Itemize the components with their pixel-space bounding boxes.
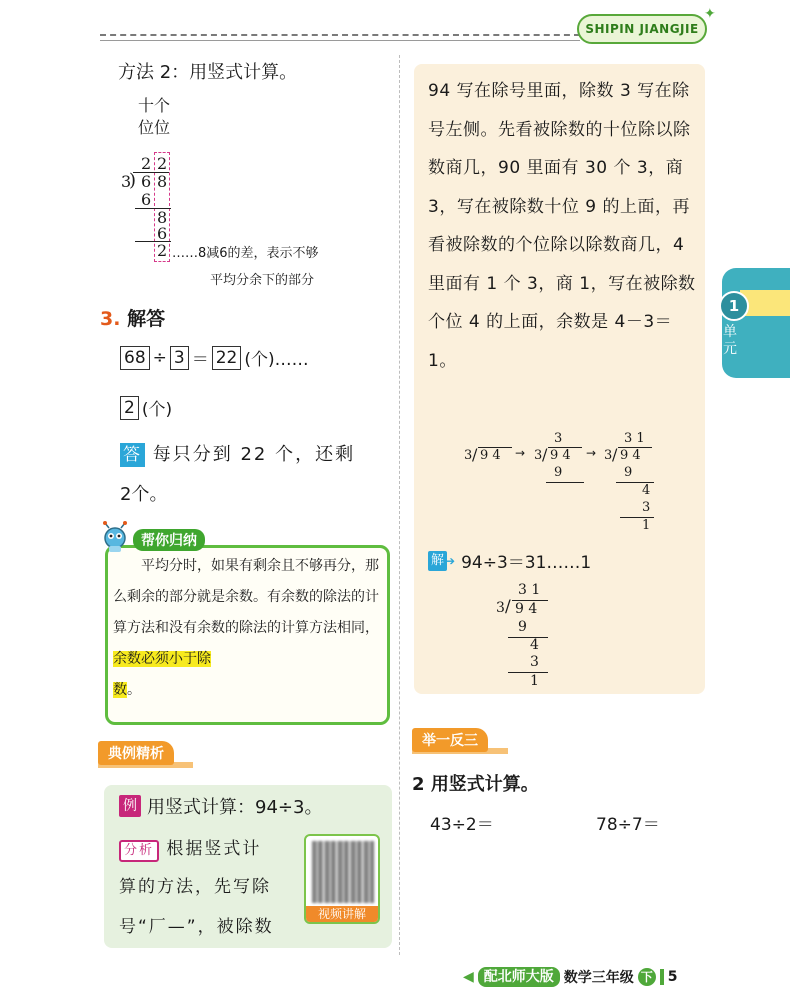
solution-tag: 解	[428, 551, 447, 571]
analysis-line-2: 算的方法，先写除	[119, 877, 271, 897]
answer-tag: 答	[120, 443, 145, 467]
solution-row	[428, 548, 591, 573]
analysis-line-1	[119, 834, 261, 862]
quotient-ones: 2	[157, 154, 168, 173]
arrow-icon-2: →	[586, 446, 597, 460]
footer-arrow-icon: ◀	[463, 969, 474, 985]
section-banner-examples: 典例精析	[98, 741, 174, 765]
quotient-tens: 2	[141, 154, 152, 173]
step2-subtract: 9	[554, 465, 563, 480]
step1-divisor: 3	[464, 448, 473, 463]
section-number: 3.	[100, 308, 121, 330]
step2-dividend: 9 4	[550, 448, 571, 463]
step3-quotient: 3 1	[624, 431, 645, 446]
remainder-note-1: ……8减6的差，表示不够	[172, 246, 319, 261]
eq-box-dividend: 68	[120, 346, 150, 370]
step3-remainder: 1	[642, 518, 651, 533]
step2-bracket: /	[542, 445, 548, 464]
step2-divisor: 3	[534, 448, 543, 463]
analysis-line-3: 号“厂—”，被除数	[119, 917, 274, 937]
step2-rule	[546, 482, 584, 483]
header-dash-line	[100, 34, 580, 36]
unit-label: 单元	[723, 324, 737, 357]
answer-line-1	[120, 440, 355, 467]
analysis-text-1: 根据竖式计	[166, 839, 262, 859]
section-title: 解答	[127, 308, 166, 330]
sol-quotient: 3 1	[518, 582, 541, 598]
step2-quotient: 3	[554, 431, 563, 446]
video-lecture-label[interactable]: 视频讲解	[306, 906, 378, 922]
exercise-2: 78÷7＝	[596, 815, 660, 835]
question-title: 用竖式计算。	[430, 774, 539, 795]
question-2-heading	[412, 770, 539, 796]
example-question-row	[119, 793, 322, 819]
robot-mascot-icon	[98, 520, 132, 554]
eq-op-divide: ÷	[152, 347, 167, 368]
step1-dividend: 9 4	[480, 448, 501, 463]
footer-publisher: 配北师大版	[478, 967, 560, 987]
arrow-icon: →	[515, 446, 526, 460]
step3-bring-down: 4	[642, 483, 651, 498]
eq-box-remainder: 2	[120, 396, 139, 420]
dividend-ones: 8	[157, 172, 168, 191]
summary-title: 帮你归纳	[133, 529, 205, 551]
sol-dividend: 9 4	[515, 601, 538, 617]
eq-equals: ＝	[191, 350, 209, 370]
sol-rule-2	[508, 672, 548, 673]
analysis-tag: 分析	[119, 840, 159, 862]
page-footer	[463, 967, 678, 987]
sol-subtract-2: 3	[530, 654, 539, 670]
method2-heading: 方法 2：用竖式计算。	[118, 62, 298, 83]
step3-dividend: 9 4	[620, 448, 641, 463]
summary-text	[113, 551, 385, 706]
sol-divisor: 3	[496, 600, 505, 616]
brand-logo	[577, 14, 707, 44]
step3-divisor: 3	[604, 448, 613, 463]
equation-row	[120, 345, 309, 370]
answer-text-1: 每只分到 22 个，还剩	[152, 444, 356, 465]
explanation-text: 94 写在除号里面，除数 3 写在除号左侧。先看被除数的十位除以除数商几，90 里面有 30 个 3，商 3，写在被除数十位 9 的上面，再看被除数的个位除以除数商几，4 里面有 1 个 3，商 1，写在被除数个位 4 的上面，余数是 4－3＝1。	[428, 81, 696, 371]
header-rule	[100, 40, 580, 41]
summary-body: 平均分时，如果有剩余且不够再分，那么剩余的部分就是余数。有余数的除法的计算方法和没有余数的除法的计算方法相同，	[113, 558, 379, 636]
section-banner-practice: 举一反三	[412, 728, 488, 752]
remainder-note-2: 平均分余下的部分	[210, 273, 315, 288]
solution-long-division	[490, 582, 590, 692]
section-3-heading	[100, 304, 165, 331]
divisor: 3	[121, 172, 132, 191]
place-label-ones: 位位	[138, 118, 171, 137]
answer-line-2: 2个。	[120, 484, 168, 505]
qr-code-icon[interactable]	[312, 841, 374, 903]
division-steps	[460, 430, 700, 540]
dividend-tens: 6	[141, 172, 152, 191]
step3-bracket: /	[612, 445, 618, 464]
sol-remainder: 1	[530, 673, 539, 689]
equation-row-2	[120, 395, 172, 420]
sol-bring-down: 4	[530, 637, 539, 653]
sparkle-icon: ✦	[704, 6, 716, 22]
exercise-1: 43÷2＝	[430, 815, 494, 835]
eq-box-quotient: 22	[212, 346, 242, 370]
footer-volume: 下	[638, 968, 656, 986]
page-number: 5	[667, 969, 678, 985]
unit-number-badge: 1	[719, 291, 749, 321]
step1-bracket: /	[472, 445, 478, 464]
subtract-step1: 6	[141, 190, 152, 209]
step3-subtract-2: 3	[642, 500, 651, 515]
bring-down: 8	[157, 208, 168, 227]
footer-separator	[660, 969, 664, 985]
solution-tag-arrow-icon: ➔	[445, 553, 456, 568]
example-tag: 例	[119, 795, 141, 817]
summary-highlight: 余数必须小于除	[113, 651, 211, 667]
place-label-tens: 十个	[138, 96, 171, 115]
division-bracket-curve: )	[129, 170, 137, 191]
solution-equation: 94÷3＝31……1	[461, 553, 592, 573]
subtract-step2: 6	[157, 224, 168, 243]
brand-text: SHIPIN JIANGJIE	[585, 22, 699, 36]
remainder: 2	[157, 241, 168, 260]
column-divider	[399, 55, 400, 955]
footer-book: 数学三年级	[563, 970, 634, 986]
sol-bracket: /	[505, 597, 511, 617]
eq-unit: (个)……	[244, 350, 309, 370]
unit-side-tab[interactable]	[722, 268, 790, 378]
sol-rule-1	[508, 637, 548, 638]
example-question: 用竖式计算：94÷3。	[147, 797, 323, 818]
eq-box-divisor: 3	[170, 346, 189, 370]
sol-subtract-1: 9	[518, 619, 527, 635]
step3-subtract-1: 9	[624, 465, 633, 480]
eq-unit-2: (个)	[141, 400, 173, 420]
question-number: 2	[412, 774, 425, 795]
summary-highlight-2: 数	[113, 682, 127, 698]
summary-end: 。	[127, 682, 141, 698]
